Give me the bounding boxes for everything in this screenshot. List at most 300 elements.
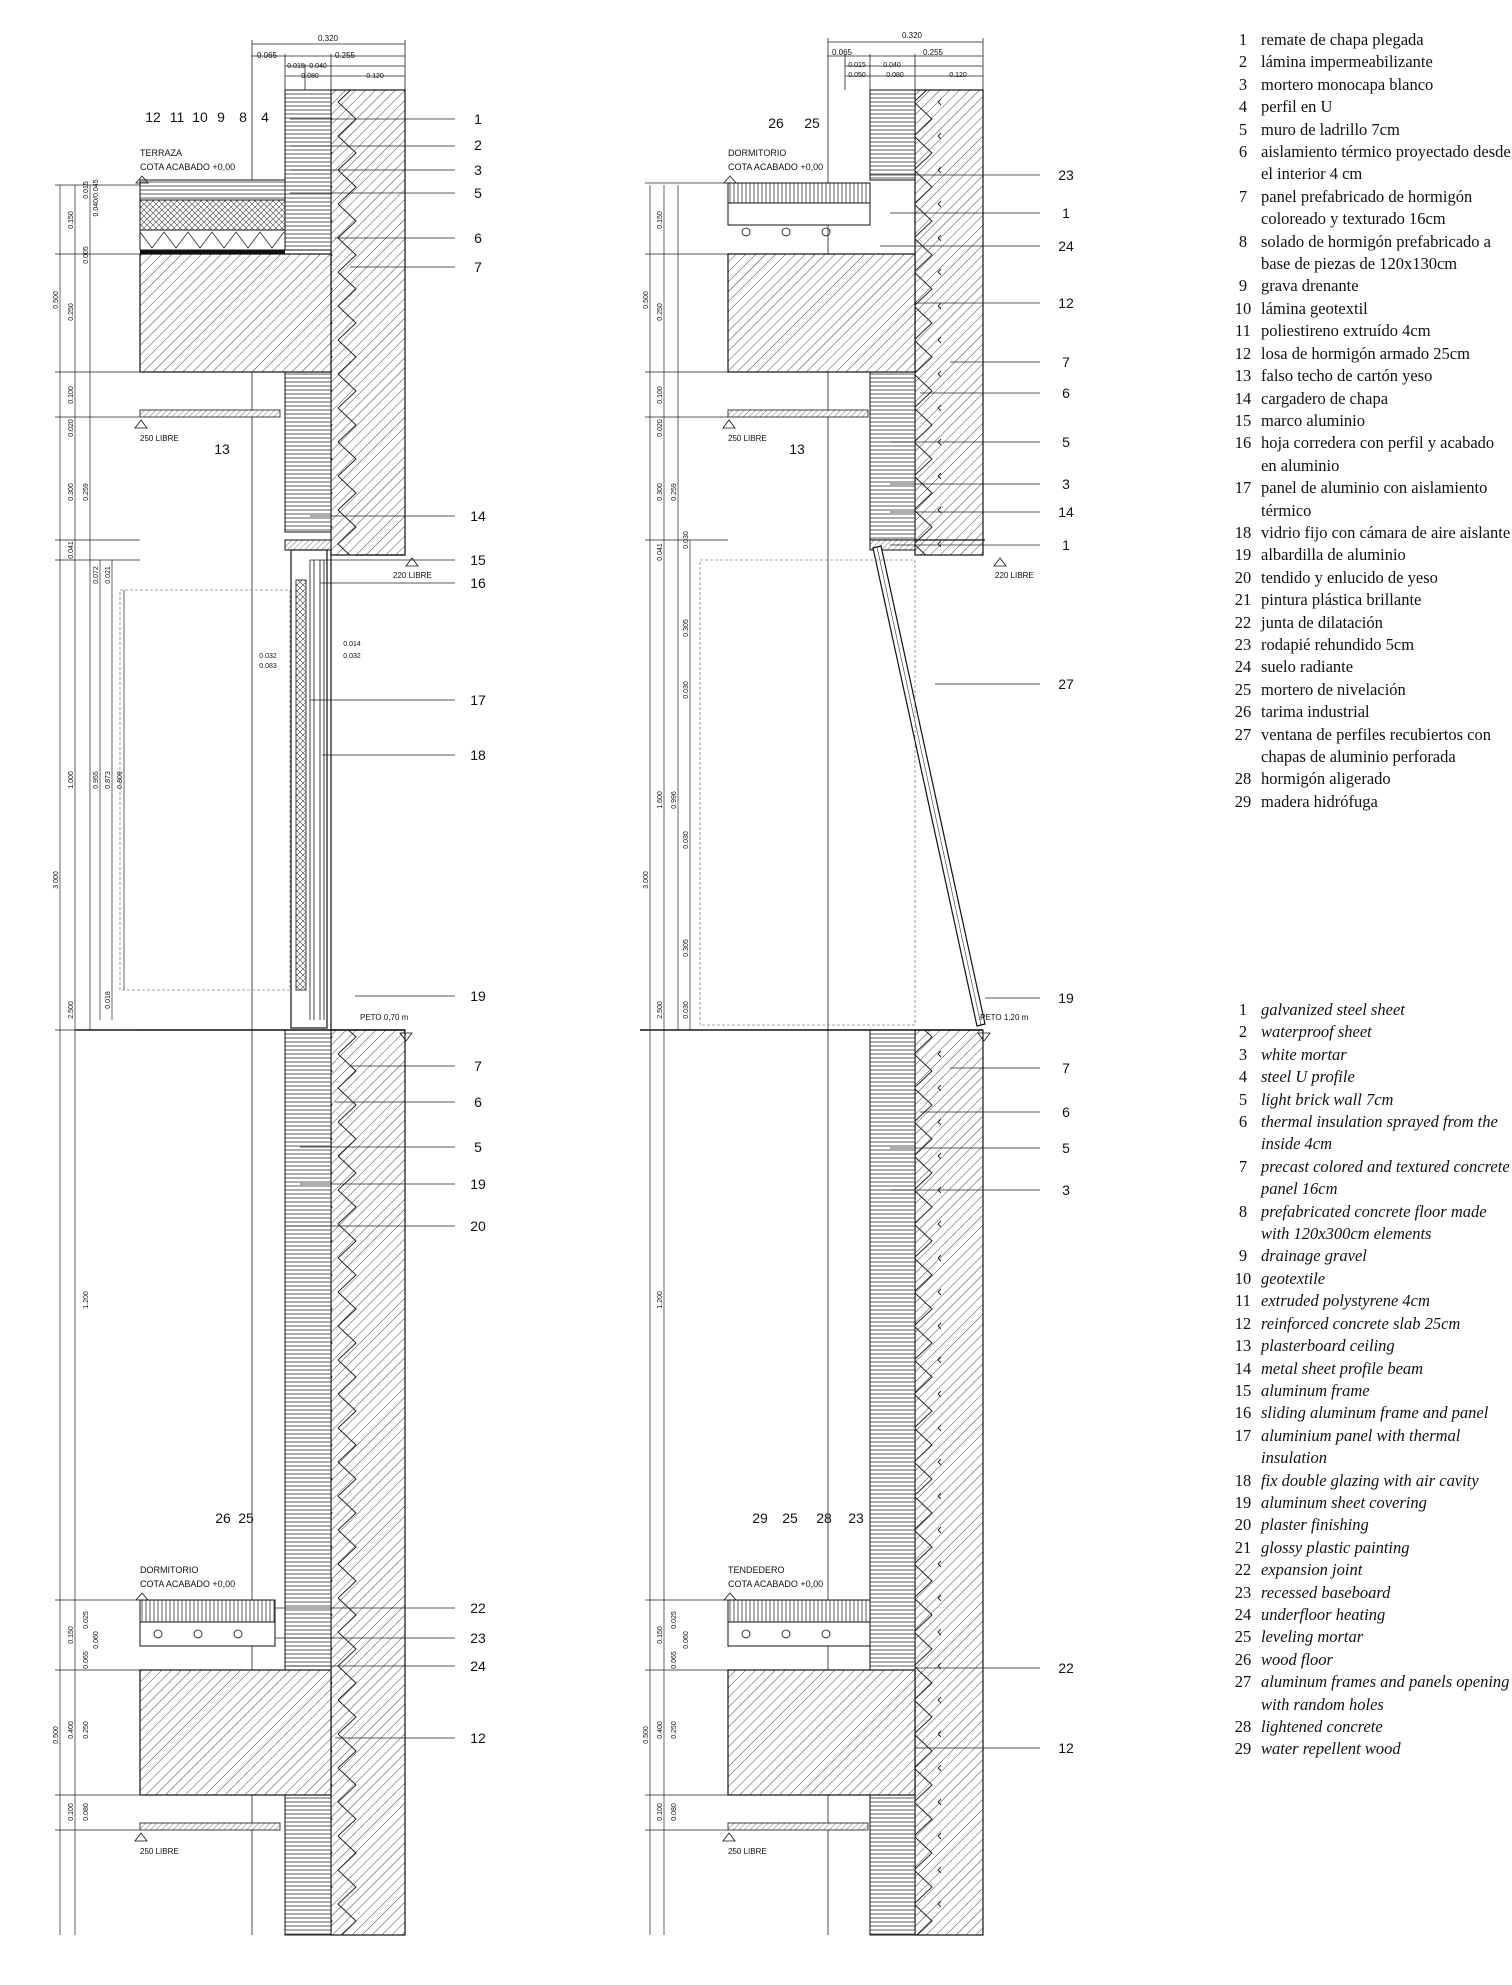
section-b-bottom-callout-23: 23 bbox=[848, 1510, 864, 1526]
section-a-level-bottom: COTA ACABADO +0,00 bbox=[140, 1579, 236, 1589]
section-a-vdim-060: 0.060 bbox=[93, 1631, 100, 1649]
section-a-callout-r5: 7 bbox=[474, 259, 482, 275]
legend-en-item bbox=[1228, 1066, 1512, 1088]
legend-es-item-text: hormigón aligerado bbox=[1261, 769, 1391, 789]
legend-en-item bbox=[1228, 1044, 1512, 1066]
legend-en-item bbox=[1228, 999, 1512, 1021]
section-a-clearance-top: 250 LIBRE bbox=[140, 434, 179, 443]
legend-es-item-text: pintura plástica brillante bbox=[1261, 590, 1422, 610]
section-a-callout-r8: 16 bbox=[470, 575, 486, 591]
section-a-vdim-300: 0.300 bbox=[68, 483, 75, 501]
legend-es-item bbox=[1228, 612, 1512, 634]
legend-es-item-text: perfil en U bbox=[1261, 97, 1333, 117]
section-a-top-callout-12: 12 bbox=[145, 109, 161, 125]
legend-en-item bbox=[1228, 1358, 1512, 1380]
legend-en-item-text: galvanized steel sheet bbox=[1261, 1000, 1405, 1019]
section-b-vdim-041: 0.041 bbox=[657, 543, 664, 561]
legend-es-item-text: vidrio fijo con cámara de aire aislante bbox=[1261, 522, 1511, 542]
legend-en-item-number: 6 bbox=[1238, 1112, 1248, 1132]
section-a-ceiling-lower bbox=[140, 1823, 280, 1830]
section-b-dim-b: 0.255 bbox=[922, 48, 944, 57]
legend-en-item bbox=[1228, 1626, 1512, 1648]
section-b-callout-r15: 3 bbox=[1062, 1182, 1070, 1198]
section-b-brick-wall-upper bbox=[870, 372, 915, 540]
legend-en-item-text: reinforced concrete slab 25cm bbox=[1261, 1313, 1461, 1333]
legend-es-item bbox=[1228, 186, 1512, 231]
section-b-vdim-060: 0.060 bbox=[683, 1631, 690, 1649]
section-a-insulation-lower bbox=[331, 1030, 359, 1935]
legend-en-item-text: expansion joint bbox=[1261, 1560, 1363, 1580]
legend-en-item-number: 22 bbox=[1234, 1560, 1252, 1580]
legend-en-item-text: metal sheet profile beam bbox=[1261, 1358, 1424, 1378]
section-a-callout-r1: 2 bbox=[474, 137, 482, 153]
legend-es-item-number: 10 bbox=[1234, 298, 1252, 318]
section-b-bottom-callout-29: 29 bbox=[752, 1510, 768, 1526]
legend-en-item-text: light brick wall 7cm bbox=[1261, 1089, 1394, 1109]
legend-en-item bbox=[1228, 1582, 1512, 1604]
legend-es-item-text: madera hidrófuga bbox=[1261, 791, 1378, 811]
legend-es-item bbox=[1228, 589, 1512, 611]
legend-en-item bbox=[1228, 1380, 1512, 1402]
section-a-top-callout-10: 10 bbox=[192, 109, 208, 125]
section-a-callout-r0: 1 bbox=[474, 111, 482, 127]
section-b-vdim-250b: 0.250 bbox=[671, 1721, 678, 1739]
legend-es-item bbox=[1228, 634, 1512, 656]
section-b bbox=[640, 31, 1074, 1935]
section-b-underfloor-heating bbox=[728, 203, 870, 225]
legend-en-item-text: waterproof sheet bbox=[1261, 1022, 1372, 1042]
section-a-brick-wall-bottom bbox=[285, 1795, 331, 1935]
legend-es-item-text: remate de chapa plegada bbox=[1261, 30, 1424, 49]
legend-es-item-text: losa de hormigón armado 25cm bbox=[1261, 343, 1470, 363]
legend-en-item-text: aluminum frame bbox=[1261, 1380, 1370, 1400]
section-b-level-label: COTA ACABADO +0,00 bbox=[728, 162, 824, 172]
section-b-callout-r13: 6 bbox=[1062, 1104, 1070, 1120]
section-a-vdim-1200: 1.200 bbox=[83, 1291, 90, 1309]
legend-en-item-number: 3 bbox=[1238, 1044, 1248, 1064]
legend-en-item-number: 17 bbox=[1234, 1425, 1252, 1445]
section-a-terrace-paving bbox=[140, 180, 285, 200]
legend-es-item-number: 25 bbox=[1234, 679, 1252, 699]
legend-es-item bbox=[1228, 96, 1512, 118]
section-b-brick-parapet bbox=[870, 90, 915, 180]
section-b-lower-slab bbox=[728, 1670, 915, 1795]
legend-en-item-text: wood floor bbox=[1261, 1649, 1333, 1669]
legend-en-item bbox=[1228, 1201, 1512, 1246]
section-b-callout-r2: 24 bbox=[1058, 238, 1074, 254]
section-b-brick-wall-bottom bbox=[870, 1795, 915, 1935]
legend-en-item-number: 2 bbox=[1238, 1022, 1248, 1042]
legend-es-item-number: 5 bbox=[1238, 119, 1248, 139]
section-a-dim-total: 0.320 bbox=[317, 34, 339, 43]
legend-es-item-number: 2 bbox=[1238, 52, 1248, 72]
section-b-clearance-top: 250 LIBRE bbox=[728, 434, 767, 443]
section-b-vdim-150: 0.150 bbox=[657, 211, 664, 229]
legend-en-item-number: 15 bbox=[1234, 1380, 1252, 1400]
legend-en-item-text: water repellent wood bbox=[1261, 1739, 1401, 1759]
legend-es-item-text: solado de hormigón prefabricado a base de piezas de 120x130cm bbox=[1261, 231, 1492, 274]
section-b-vdim-500b: 0.500 bbox=[643, 1726, 650, 1744]
section-b-vdim-250: 0.250 bbox=[657, 303, 664, 321]
legend-es-item bbox=[1228, 768, 1512, 790]
legend-es-item bbox=[1228, 477, 1512, 522]
section-b-vdim-1200: 1.200 bbox=[657, 1291, 664, 1309]
legend-en-item-text: lightened concrete bbox=[1261, 1717, 1383, 1736]
legend-en-item-text: steel U profile bbox=[1261, 1067, 1355, 1087]
legend-en-item bbox=[1228, 1089, 1512, 1111]
section-a-vdim-400: 0.400 bbox=[68, 1721, 75, 1739]
legend-es-item-number: 1 bbox=[1238, 30, 1248, 49]
legend-es-item-text: junta de dilatación bbox=[1261, 612, 1383, 632]
legend-es-item-text: ventana de perfiles recubiertos con chapas de aluminio perforada bbox=[1261, 724, 1491, 766]
legend-en-item-text: leveling mortar bbox=[1261, 1627, 1364, 1647]
legend-es-item-text: grava drenante bbox=[1261, 276, 1359, 296]
legend-en-item-number: 10 bbox=[1234, 1268, 1252, 1288]
section-b-vdim-300: 0.300 bbox=[657, 483, 664, 501]
section-a-vdim-020: 0.020 bbox=[68, 419, 75, 437]
legend-es-item bbox=[1228, 74, 1512, 96]
legend-en-item-number: 12 bbox=[1234, 1313, 1252, 1333]
section-a-callout-r2: 3 bbox=[474, 162, 482, 178]
legend-en-item bbox=[1228, 1335, 1512, 1357]
section-a-vdim-041: 0.041 bbox=[68, 541, 75, 559]
section-a-dim-d: 0.040 bbox=[309, 63, 327, 70]
section-a-terrace-label: TERRAZA bbox=[140, 148, 183, 158]
legend-en-item bbox=[1228, 1559, 1512, 1581]
legend-en-item-text: glossy plastic painting bbox=[1261, 1537, 1410, 1557]
legend-en-item-text: aluminum frames and panels opening with random holes bbox=[1261, 1672, 1510, 1714]
section-a-callout-r4: 6 bbox=[474, 230, 482, 246]
section-a-vdim-080: 0.080 bbox=[83, 1803, 90, 1821]
section-a-callout-r18: 23 bbox=[470, 1630, 486, 1646]
section-a-dim-c: 0.015 bbox=[287, 63, 305, 70]
section-b-dim-c: 0.015 bbox=[848, 62, 866, 69]
legend-en-item-number: 23 bbox=[1234, 1582, 1252, 1602]
legend-en-item-number: 29 bbox=[1234, 1739, 1252, 1759]
section-a-callout-r16: 20 bbox=[470, 1218, 486, 1234]
section-a-vdim-040045: 0.040/0.045 bbox=[93, 179, 100, 217]
section-a-roof-slab bbox=[140, 254, 331, 372]
legend-es-item-text: panel prefabricado de hormigón coloreado y texturado 16cm bbox=[1261, 186, 1473, 229]
legend-es-item bbox=[1228, 29, 1512, 51]
section-a-room-bottom: DORMITORIO bbox=[140, 1565, 199, 1575]
legend-en-item bbox=[1228, 1021, 1512, 1043]
section-a-window-dim-b: 0.083 bbox=[259, 663, 277, 670]
legend-es-item-text: tendido y enlucido de yeso bbox=[1261, 567, 1438, 587]
section-b-floor-finish-lower bbox=[728, 1600, 870, 1622]
legend-en-item bbox=[1228, 1671, 1512, 1716]
section-a-vdim-500b: 0.500 bbox=[53, 1726, 60, 1744]
legend-en-item bbox=[1228, 1245, 1512, 1267]
section-b-vdim-3000: 3.000 bbox=[643, 871, 650, 889]
section-a-floor-slab bbox=[140, 1670, 331, 1795]
section-b-callout-r5: 6 bbox=[1062, 385, 1070, 401]
section-b-callout-r17: 12 bbox=[1058, 1740, 1074, 1756]
legend-en-item-text: recessed baseboard bbox=[1261, 1582, 1391, 1602]
section-a-callout-r9: 17 bbox=[470, 692, 486, 708]
section-a-window-dim-d: 0.032 bbox=[343, 653, 361, 660]
section-a-ceiling-upper bbox=[140, 410, 280, 417]
section-a-callout-r3: 5 bbox=[474, 185, 482, 201]
section-b-dim-e: 0.050 bbox=[848, 72, 866, 79]
legend-en-item bbox=[1228, 1716, 1512, 1738]
section-b-top-callout-25: 25 bbox=[804, 115, 820, 131]
legend-en-item-number: 19 bbox=[1234, 1492, 1252, 1512]
legend-es-item-number: 18 bbox=[1234, 522, 1252, 542]
legend-en-item-number: 14 bbox=[1234, 1358, 1252, 1378]
section-a-clearance-window: 220 LIBRE bbox=[393, 571, 432, 580]
section-b-vdim-259: 0.259 bbox=[671, 483, 678, 501]
legend-en-item bbox=[1228, 1290, 1512, 1312]
section-b-callout-r8: 14 bbox=[1058, 504, 1074, 520]
legend-es-item-number: 26 bbox=[1234, 702, 1252, 722]
section-b-vdim-065: 0.065 bbox=[671, 1651, 678, 1669]
section-a-brick-wall-upper bbox=[285, 372, 331, 532]
legend-es-item-text: falso techo de cartón yeso bbox=[1261, 366, 1433, 386]
section-b-brick-wall-lower bbox=[870, 1030, 915, 1670]
section-a-dim-f: 0.120 bbox=[366, 73, 384, 80]
legend-spanish bbox=[1228, 29, 1512, 813]
legend-en-item-text: aluminum sheet covering bbox=[1261, 1492, 1427, 1512]
section-a-vdim-2500: 2.500 bbox=[68, 1001, 75, 1019]
legend-es-item-text: poliestireno extruído 4cm bbox=[1261, 321, 1431, 341]
section-b-room-label: DORMITORIO bbox=[728, 148, 787, 158]
section-a-callout-13: 13 bbox=[214, 441, 230, 457]
section-b-sill-label: PETO 1,20 m bbox=[980, 1013, 1029, 1022]
legend-en-item-number: 18 bbox=[1234, 1470, 1252, 1490]
section-a-callout-r12: 7 bbox=[474, 1058, 482, 1074]
legend-es-item-text: hoja corredera con perfil y acabado en aluminio bbox=[1261, 433, 1495, 475]
legend-en-item-text: plasterboard ceiling bbox=[1261, 1336, 1395, 1356]
section-b-vdim-030d: 0.030 bbox=[683, 1001, 690, 1019]
section-b-vdim-305b: 0.305 bbox=[683, 939, 690, 957]
section-b-vdim-025: 0.025 bbox=[671, 1611, 678, 1629]
legend-es-item-number: 13 bbox=[1234, 366, 1252, 386]
section-a-vdim-3000: 3.000 bbox=[53, 871, 60, 889]
legend-es-item-number: 21 bbox=[1234, 590, 1252, 610]
section-a-vdim-021: 0.021 bbox=[105, 566, 112, 584]
section-a-callout-r13: 6 bbox=[474, 1094, 482, 1110]
legend-en-item-text: aluminium panel with thermal insulation bbox=[1261, 1425, 1461, 1468]
section-a-lintel bbox=[285, 540, 331, 550]
section-b-room-bottom: TENDEDERO bbox=[728, 1565, 785, 1575]
legend-es-item-number: 16 bbox=[1234, 433, 1252, 453]
legend-es-item-number: 7 bbox=[1238, 186, 1248, 206]
section-b-lightened-concrete bbox=[728, 1622, 870, 1646]
legend-en-item-number: 9 bbox=[1238, 1246, 1248, 1266]
legend-es-item-text: rodapié rehundido 5cm bbox=[1261, 634, 1415, 654]
legend-es-item bbox=[1228, 432, 1512, 477]
legend-es-item-number: 22 bbox=[1234, 612, 1252, 632]
section-b-callout-r16: 22 bbox=[1058, 1660, 1074, 1676]
section-a-dim-e: 0.080 bbox=[301, 73, 319, 80]
legend-es-item bbox=[1228, 343, 1512, 365]
section-a-callout-r15: 19 bbox=[470, 1176, 486, 1192]
legend-es-item-text: marco aluminio bbox=[1261, 410, 1366, 430]
section-b-wood-floor bbox=[728, 183, 870, 203]
legend-es-item bbox=[1228, 522, 1512, 544]
legend-es-item-number: 11 bbox=[1235, 321, 1251, 341]
legend-es-item-number: 8 bbox=[1238, 231, 1248, 251]
legend-es-item bbox=[1228, 679, 1512, 701]
legend-en-item-number: 24 bbox=[1234, 1604, 1252, 1624]
legend-en-item bbox=[1228, 1111, 1512, 1156]
section-a-aluminium-panel bbox=[296, 580, 306, 990]
section-a-top-callout-8: 8 bbox=[239, 109, 247, 125]
section-b-heating-pipes-upper bbox=[742, 228, 830, 236]
legend-es-item bbox=[1228, 275, 1512, 297]
section-b-level-bottom: COTA ACABADO +0,00 bbox=[728, 1579, 824, 1589]
section-a-top-callout-9: 9 bbox=[217, 109, 225, 125]
legend-es-item bbox=[1228, 119, 1512, 141]
section-a-vdim-150b: 0.150 bbox=[68, 1626, 75, 1644]
section-a-vdim-100b: 0.100 bbox=[68, 1803, 75, 1821]
section-a-wood-floor bbox=[140, 1600, 275, 1622]
section-a-level-label: COTA ACABADO +0,00 bbox=[140, 162, 236, 172]
legend-en-item-number: 13 bbox=[1234, 1336, 1252, 1356]
legend-es-item-number: 3 bbox=[1238, 74, 1248, 94]
section-a-clearance-bottom: 250 LIBRE bbox=[140, 1847, 179, 1856]
legend-es-item bbox=[1228, 544, 1512, 566]
legend-es-item-number: 9 bbox=[1238, 276, 1248, 296]
section-b-callout-r6: 5 bbox=[1062, 434, 1070, 450]
legend-en-item bbox=[1228, 1514, 1512, 1536]
legend-en-item-number: 11 bbox=[1235, 1291, 1251, 1311]
section-b-vdim-080: 0.080 bbox=[671, 1803, 678, 1821]
section-a-vdim-500: 0.500 bbox=[53, 291, 60, 309]
legend-en-item-number: 8 bbox=[1238, 1201, 1248, 1221]
section-b-dim-g: 0.120 bbox=[949, 72, 967, 79]
legend-en-item-number: 21 bbox=[1234, 1537, 1252, 1557]
legend-en-item bbox=[1228, 1492, 1512, 1514]
legend-en-item-text: fix double glazing with air cavity bbox=[1261, 1470, 1479, 1490]
section-a-vdim-065: 0.065 bbox=[83, 1651, 90, 1669]
section-b-insulation-lower bbox=[915, 1030, 941, 1935]
section-b-callout-r14: 5 bbox=[1062, 1140, 1070, 1156]
section-a-drainage-gravel bbox=[140, 200, 285, 230]
legend-en-item-text: prefabricated concrete floor made with 120x300cm elements bbox=[1261, 1201, 1487, 1244]
section-a-vdim-250: 0.250 bbox=[68, 303, 75, 321]
legend-es-item-number: 19 bbox=[1234, 545, 1252, 565]
legend-es-item bbox=[1228, 231, 1512, 276]
section-b-vdim-030c: 0.030 bbox=[683, 831, 690, 849]
legend-en-item bbox=[1228, 1402, 1512, 1424]
legend-es-item-number: 28 bbox=[1234, 769, 1252, 789]
section-b-callout-13: 13 bbox=[789, 441, 805, 457]
section-a-vdim-025: 0.025 bbox=[83, 1611, 90, 1629]
section-b-window-guide bbox=[700, 560, 915, 1025]
legend-es-item bbox=[1228, 567, 1512, 589]
section-a-window-guide bbox=[120, 590, 290, 990]
section-a-vdim-018: 0.018 bbox=[105, 991, 112, 1009]
legend-en-item-text: sliding aluminum frame and panel bbox=[1261, 1403, 1489, 1423]
legend-es-item-text: panel de aluminio con aislamiento térmico bbox=[1261, 478, 1488, 520]
legend-es-item-text: aislamiento térmico proyectado desde el interior 4 cm bbox=[1261, 142, 1511, 184]
section-a-top-callout-11: 11 bbox=[169, 109, 185, 125]
section-b-clearance-bottom: 250 LIBRE bbox=[728, 1847, 767, 1856]
legend-en-item bbox=[1228, 1268, 1512, 1290]
legend-en-item-text: white mortar bbox=[1261, 1044, 1347, 1064]
legend-es-item bbox=[1228, 51, 1512, 73]
legend-es-item-number: 12 bbox=[1234, 343, 1252, 363]
section-a-dim-b: 0.255 bbox=[334, 51, 356, 60]
legend-en-item-number: 7 bbox=[1238, 1156, 1248, 1176]
section-b-ceiling-upper bbox=[728, 410, 868, 417]
legend-en-item-number: 1 bbox=[1238, 1000, 1248, 1019]
section-a-window-dim-c: 0.014 bbox=[343, 641, 361, 648]
section-b-upper-slab bbox=[728, 254, 915, 372]
section-a-callout-r17: 22 bbox=[470, 1600, 486, 1616]
section-a-bottom-callout-25: 25 bbox=[238, 1510, 254, 1526]
legend-es-item-text: mortero de nivelación bbox=[1261, 679, 1406, 699]
section-a-callout-r19: 24 bbox=[470, 1658, 486, 1674]
legend-es-item-text: suelo radiante bbox=[1261, 657, 1354, 677]
section-b-callout-r4: 7 bbox=[1062, 354, 1070, 370]
section-a-dim-a: 0.065 bbox=[256, 51, 278, 60]
legend-en-item-number: 28 bbox=[1234, 1717, 1252, 1736]
section-a-vdim-150: 0.150 bbox=[68, 211, 75, 229]
legend-en-item-number: 16 bbox=[1234, 1403, 1252, 1423]
section-b-callout-r11: 19 bbox=[1058, 990, 1074, 1006]
section-b-top-callout-26: 26 bbox=[768, 115, 784, 131]
legend-en-item-text: drainage gravel bbox=[1261, 1246, 1367, 1266]
legend-en-item-text: plaster finishing bbox=[1261, 1515, 1369, 1535]
legend-en-item-number: 26 bbox=[1234, 1649, 1252, 1669]
legend-es-item-number: 17 bbox=[1234, 478, 1252, 498]
section-a bbox=[53, 34, 486, 1935]
section-a-bottom-callout-26: 26 bbox=[215, 1510, 231, 1526]
legend-en-item-number: 5 bbox=[1238, 1089, 1248, 1109]
legend-en-item-text: geotextile bbox=[1261, 1268, 1326, 1288]
section-b-callout-r10: 27 bbox=[1058, 676, 1074, 692]
section-a-sill-label: PETO 0,70 m bbox=[360, 1013, 409, 1022]
legend-es-item bbox=[1228, 365, 1512, 387]
section-a-callout-r6: 14 bbox=[470, 508, 486, 524]
section-a-insulation-upper bbox=[331, 90, 359, 555]
section-b-dim-d: 0.040 bbox=[883, 62, 901, 69]
legend-en-item bbox=[1228, 1470, 1512, 1492]
section-b-ceiling-lower bbox=[728, 1823, 868, 1830]
legend-en-item-number: 27 bbox=[1234, 1672, 1252, 1692]
section-a-callout-r7: 15 bbox=[470, 552, 486, 568]
legend-en-item-number: 25 bbox=[1234, 1627, 1252, 1647]
legend-en-item-text: precast colored and textured concrete panel 16cm bbox=[1261, 1156, 1510, 1199]
legend-es-item bbox=[1228, 388, 1512, 410]
section-b-callout-r12: 7 bbox=[1062, 1060, 1070, 1076]
legend-en-item bbox=[1228, 1738, 1512, 1760]
legend-es-item-number: 6 bbox=[1238, 142, 1248, 162]
legend-es-item bbox=[1228, 298, 1512, 320]
legend-en-item bbox=[1228, 1604, 1512, 1626]
section-a-vdim-100: 0.100 bbox=[68, 386, 75, 404]
legend-es-item bbox=[1228, 656, 1512, 678]
legend-en-item-text: thermal insulation sprayed from the inside 4cm bbox=[1261, 1112, 1498, 1154]
legend-es-item-text: cargadero de chapa bbox=[1261, 388, 1389, 408]
legend-en-item-text: extruded polystyrene 4cm bbox=[1261, 1291, 1430, 1311]
legend-english bbox=[1228, 999, 1512, 1761]
section-b-dim-f: 0.080 bbox=[886, 72, 904, 79]
legend-en-item-number: 4 bbox=[1238, 1067, 1248, 1087]
section-a-vdim-259: 0.259 bbox=[83, 483, 90, 501]
legend-en-item-text: underfloor heating bbox=[1261, 1604, 1386, 1624]
section-a-callout-r14: 5 bbox=[474, 1139, 482, 1155]
legend-es-item-number: 15 bbox=[1234, 410, 1252, 430]
section-b-callout-r9: 1 bbox=[1062, 537, 1070, 553]
section-a-window-dim-a: 0.032 bbox=[259, 653, 277, 660]
legend-es-item-number: 4 bbox=[1238, 97, 1248, 117]
section-a-vdim-1000: 1.000 bbox=[68, 771, 75, 789]
section-b-vdim-996: 0.996 bbox=[671, 791, 678, 809]
